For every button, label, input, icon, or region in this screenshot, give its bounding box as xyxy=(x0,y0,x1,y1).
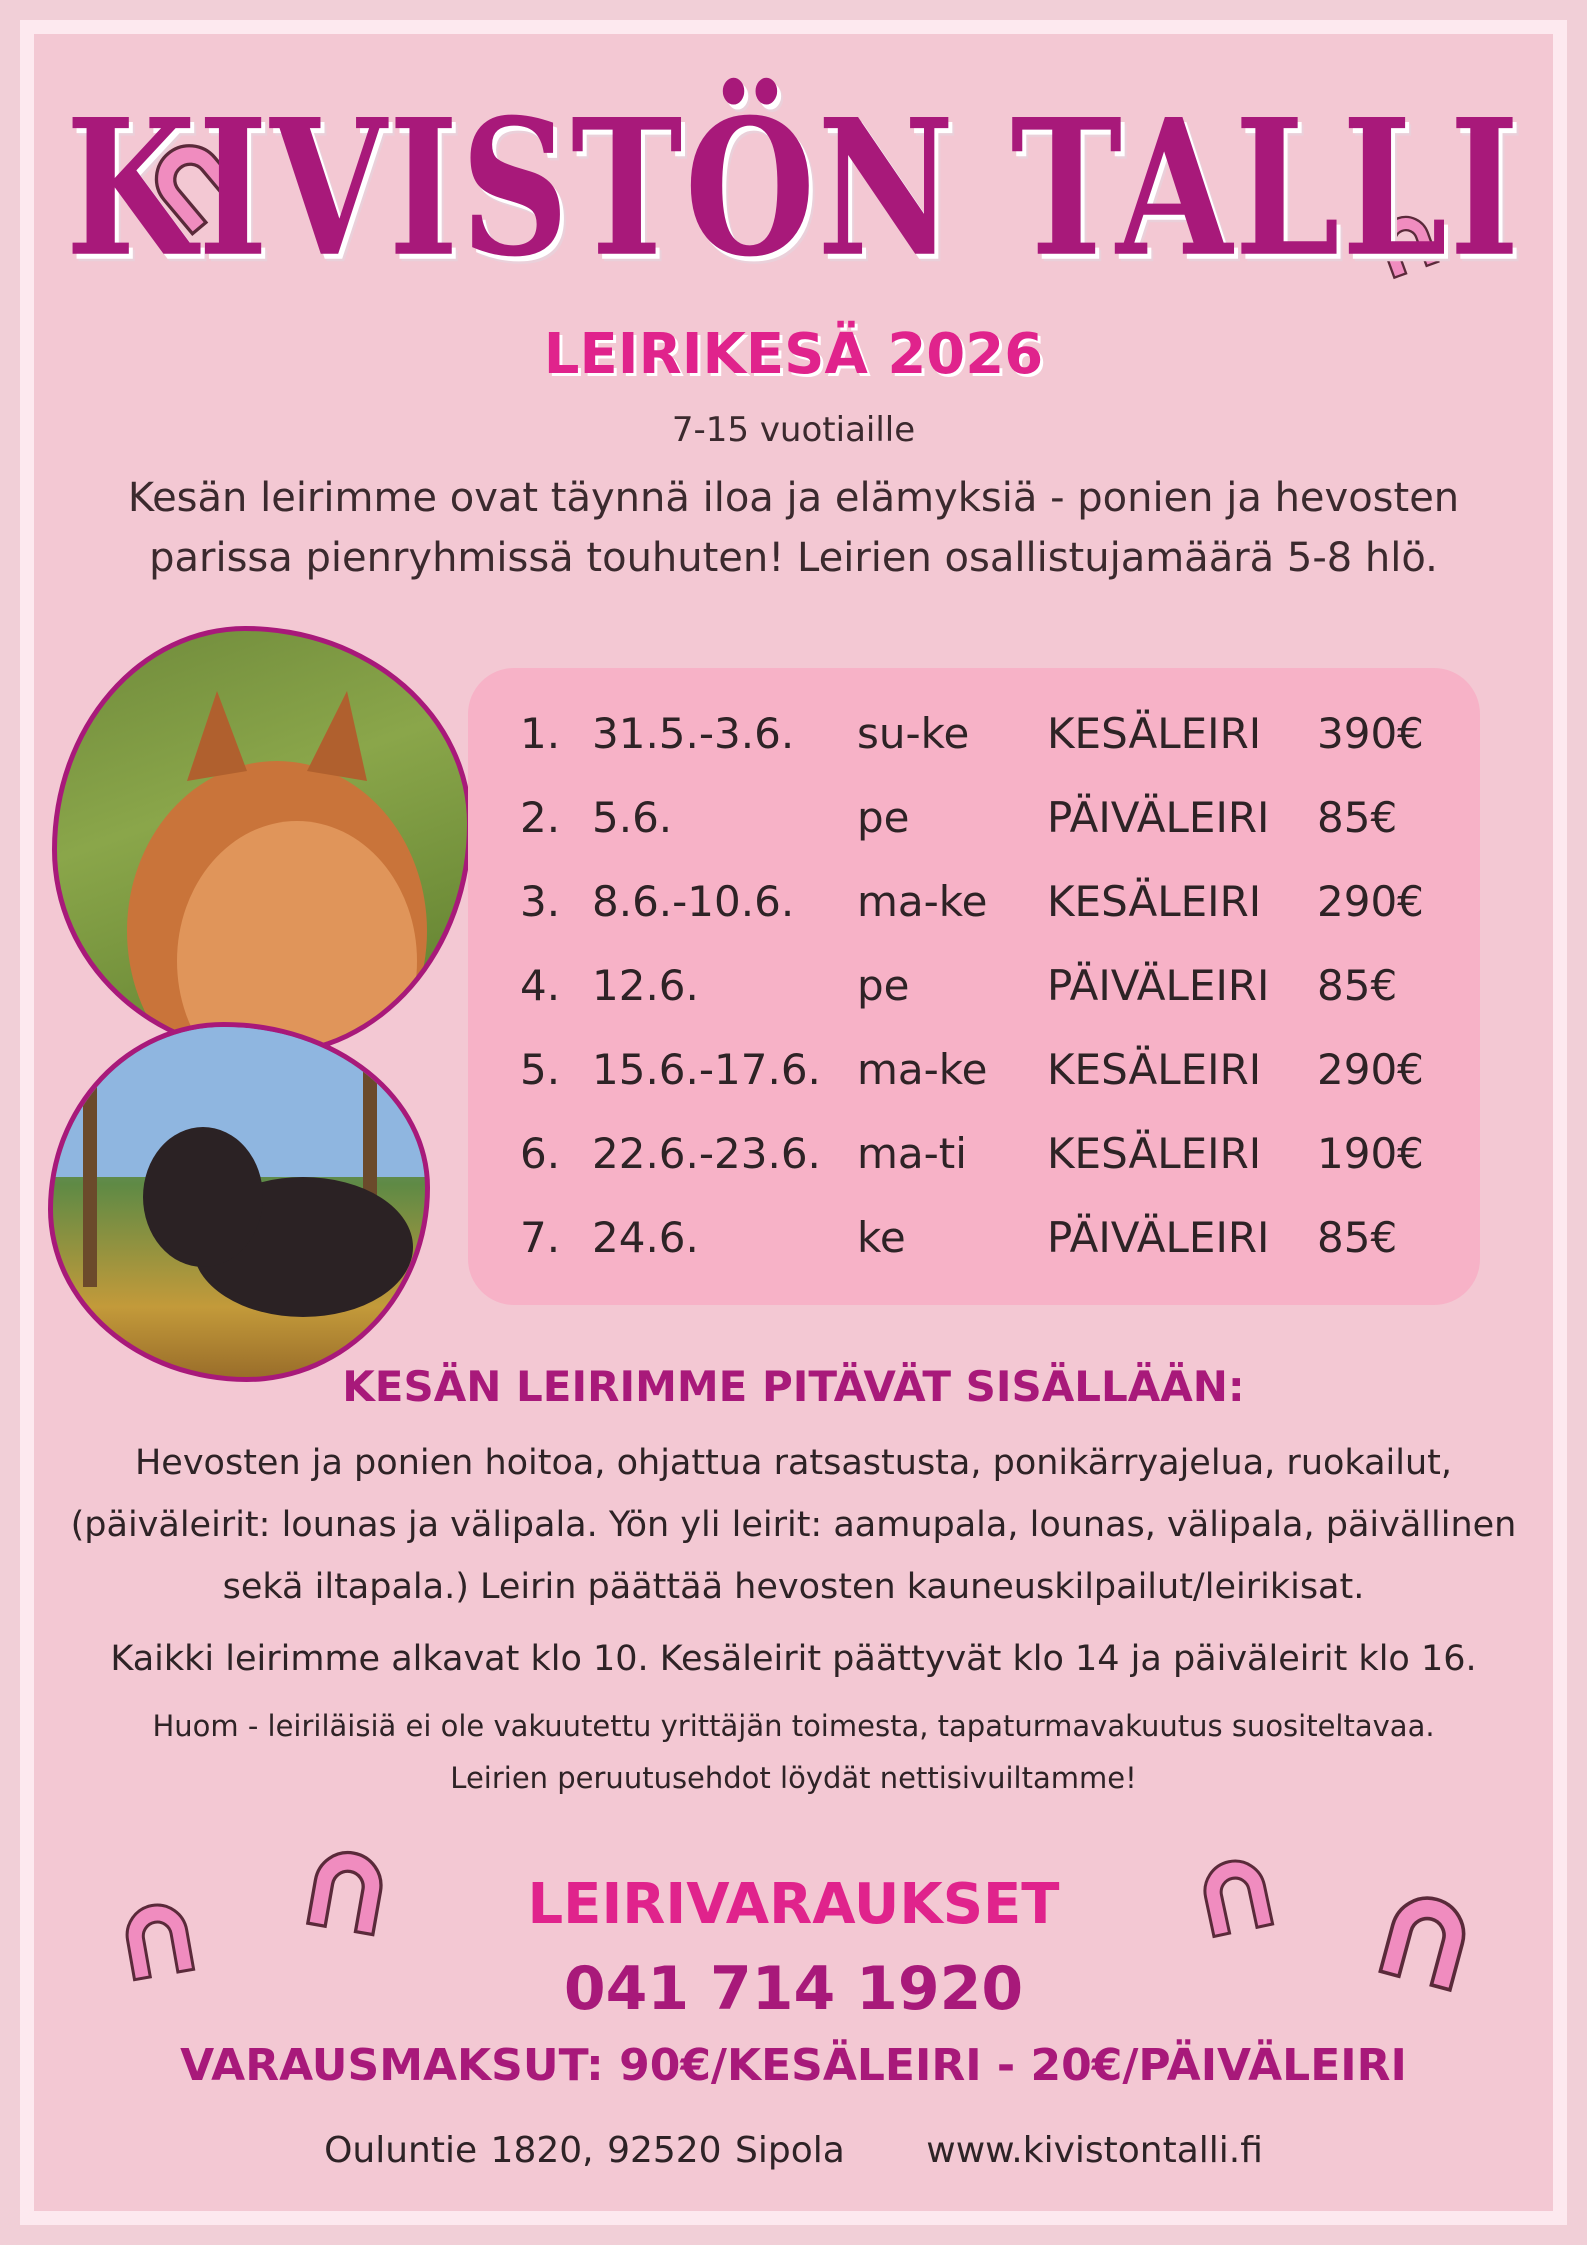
schedule-number: 4. xyxy=(520,960,561,1010)
schedule-row xyxy=(520,703,1460,763)
schedule-type: PÄIVÄLEIRI xyxy=(1047,792,1270,842)
schedule-type: KESÄLEIRI xyxy=(1047,1128,1262,1178)
age-range: 7-15 vuotiaille xyxy=(671,410,916,450)
schedule-days: ke xyxy=(857,1212,906,1262)
insurance-note xyxy=(60,1700,1527,1804)
page-subtitle: LEIRIKESÄ 2026 xyxy=(543,322,1044,387)
schedule-days: pe xyxy=(857,960,910,1010)
contents-line: Hevosten ja ponien hoitoa, ohjattua ratsastusta, ponikärryajelua, ruokailut, xyxy=(134,1443,1452,1483)
schedule-days: ma-ti xyxy=(857,1128,967,1178)
schedule-row xyxy=(520,1123,1460,1183)
schedule-price: 85€ xyxy=(1317,1212,1398,1262)
note-line: Leirien peruutusehdot löydät nettisivuiltamme! xyxy=(450,1761,1137,1795)
schedule-date: 22.6.-23.6. xyxy=(592,1128,821,1178)
schedule-date: 12.6. xyxy=(592,960,699,1010)
schedule-type: KESÄLEIRI xyxy=(1047,708,1262,758)
footer xyxy=(0,2130,1587,2171)
schedule-type: PÄIVÄLEIRI xyxy=(1047,1212,1270,1262)
schedule-number: 1. xyxy=(520,708,561,758)
schedule-number: 7. xyxy=(520,1212,561,1262)
schedule-date: 15.6.-17.6. xyxy=(592,1044,821,1094)
schedule-price: 390€ xyxy=(1317,708,1424,758)
schedule-days: ma-ke xyxy=(857,1044,988,1094)
schedule-number: 3. xyxy=(520,876,561,926)
schedule-price: 290€ xyxy=(1317,1044,1424,1094)
schedule-date: 8.6.-10.6. xyxy=(592,876,795,926)
schedule-price: 190€ xyxy=(1317,1128,1424,1178)
schedule-date: 24.6. xyxy=(592,1212,699,1262)
schedule-date: 31.5.-3.6. xyxy=(592,708,795,758)
schedule-price: 290€ xyxy=(1317,876,1424,926)
contents-description xyxy=(60,1432,1527,1618)
intro-line: Kesän leirimme ovat täynnä iloa ja elämyksiä - ponien ja hevosten xyxy=(127,475,1460,521)
page-title: KIVISTÖN TALLI xyxy=(65,78,1522,299)
schedule-number: 2. xyxy=(520,792,561,842)
schedule-days: ma-ke xyxy=(857,876,988,926)
booking-fees: VARAUSMAKSUT: 90€/KESÄLEIRI - 20€/PÄIVÄLEIRI xyxy=(180,2040,1407,2091)
camp-times: Kaikki leirimme alkavat klo 10. Kesäleirit päättyvät klo 14 ja päiväleirit klo 16. xyxy=(110,1639,1477,1679)
schedule-number: 6. xyxy=(520,1128,561,1178)
schedule-price: 85€ xyxy=(1317,960,1398,1010)
schedule-price: 85€ xyxy=(1317,792,1398,842)
pony-photo-dark xyxy=(48,1022,430,1382)
camp-schedule xyxy=(468,668,1480,1305)
intro-text xyxy=(80,468,1507,588)
website-link[interactable]: www.kivistontalli.fi xyxy=(926,2130,1263,2171)
schedule-type: KESÄLEIRI xyxy=(1047,876,1262,926)
contents-heading: KESÄN LEIRIMME PITÄVÄT SISÄLLÄÄN: xyxy=(342,1362,1245,1411)
contents-line: (päiväleirit: lounas ja välipala. Yön yli leirit: aamupala, lounas, välipala, päivällinen xyxy=(70,1505,1517,1545)
schedule-date: 5.6. xyxy=(592,792,673,842)
booking-heading: LEIRIVARAUKSET xyxy=(527,1872,1060,1937)
schedule-row xyxy=(520,1039,1460,1099)
schedule-days: pe xyxy=(857,792,910,842)
address: Oulunti​e 1820, 92520 Sipola xyxy=(324,2130,845,2171)
pony-photo-chestnut xyxy=(52,626,472,1056)
schedule-type: PÄIVÄLEIRI xyxy=(1047,960,1270,1010)
contents-line: sekä iltapala.) Leirin päättää hevosten kauneuskilpailut/leirikisat. xyxy=(222,1567,1365,1607)
note-line: Huom - leiriläisiä ei ole vakuutettu yrittäjän toimesta, tapaturmavakuutus suositeltavaa. xyxy=(152,1709,1435,1743)
schedule-type: KESÄLEIRI xyxy=(1047,1044,1262,1094)
schedule-row xyxy=(520,871,1460,931)
schedule-row xyxy=(520,1207,1460,1267)
schedule-number: 5. xyxy=(520,1044,561,1094)
schedule-row xyxy=(520,787,1460,847)
intro-line: parissa pienryhmissä touhuten! Leirien osallistujamäärä 5-8 hlö. xyxy=(149,535,1438,581)
booking-phone[interactable]: 041 714 1920 xyxy=(563,1954,1024,2024)
schedule-days: su-ke xyxy=(857,708,970,758)
schedule-row xyxy=(520,955,1460,1015)
